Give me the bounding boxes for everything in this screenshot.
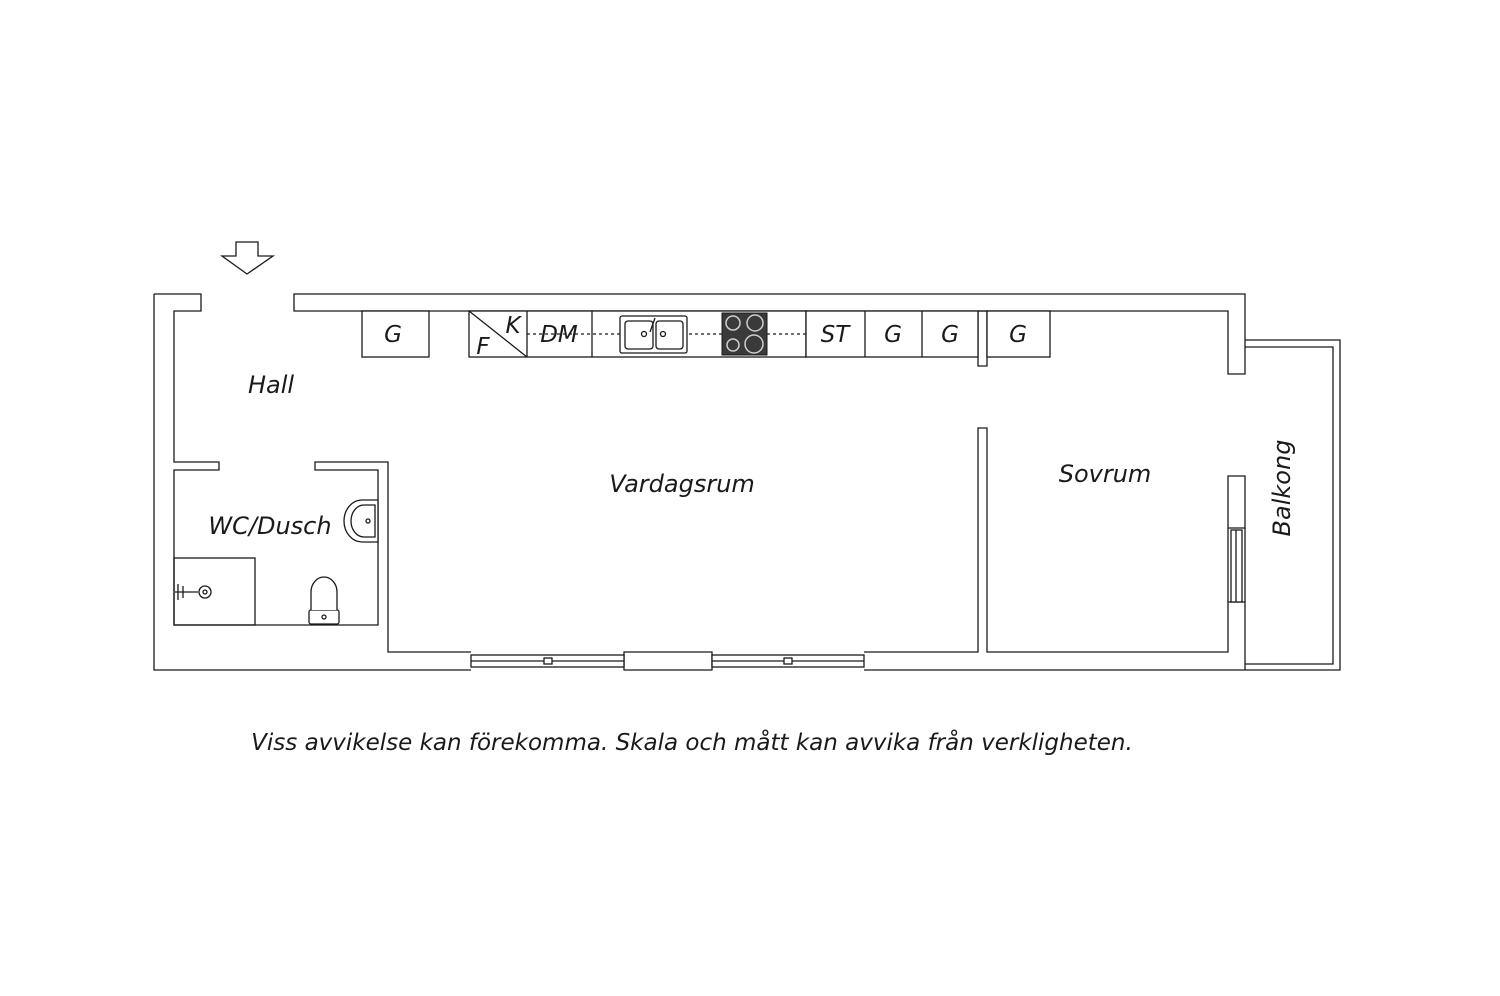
cabinet-label-dm: DM <box>540 322 578 348</box>
disclaimer: Viss avvikelse kan förekomma. Skala och mått kan avvika från verkligheten. <box>251 730 1133 756</box>
sink-icon <box>620 316 687 353</box>
room-label-living: Vardagsrum <box>609 470 755 498</box>
cabinet-label-g1: G <box>384 322 402 348</box>
room-label-balcony: Balkong <box>1268 439 1296 537</box>
cabinet-label-st: ST <box>820 322 850 348</box>
cabinet-label-g4: G <box>1009 322 1027 348</box>
cabinet-label-f: F <box>476 334 490 360</box>
room-label-bedroom: Sovrum <box>1058 460 1152 488</box>
room-label-wc: WC/Dusch <box>208 512 332 540</box>
cabinet-label-k: K <box>505 313 521 339</box>
hob-icon <box>722 313 767 355</box>
entrance-arrow-icon <box>222 242 273 274</box>
living-room-window-left <box>471 655 624 667</box>
room-label-hall: Hall <box>247 371 295 399</box>
balcony-door <box>1231 530 1242 602</box>
toilet-icon <box>309 577 339 624</box>
shower-icon <box>174 558 255 625</box>
cabinet-label-g3: G <box>941 322 959 348</box>
cabinet-label-g2: G <box>884 322 902 348</box>
living-room-window-right <box>712 655 864 667</box>
washbasin-icon <box>344 500 378 542</box>
